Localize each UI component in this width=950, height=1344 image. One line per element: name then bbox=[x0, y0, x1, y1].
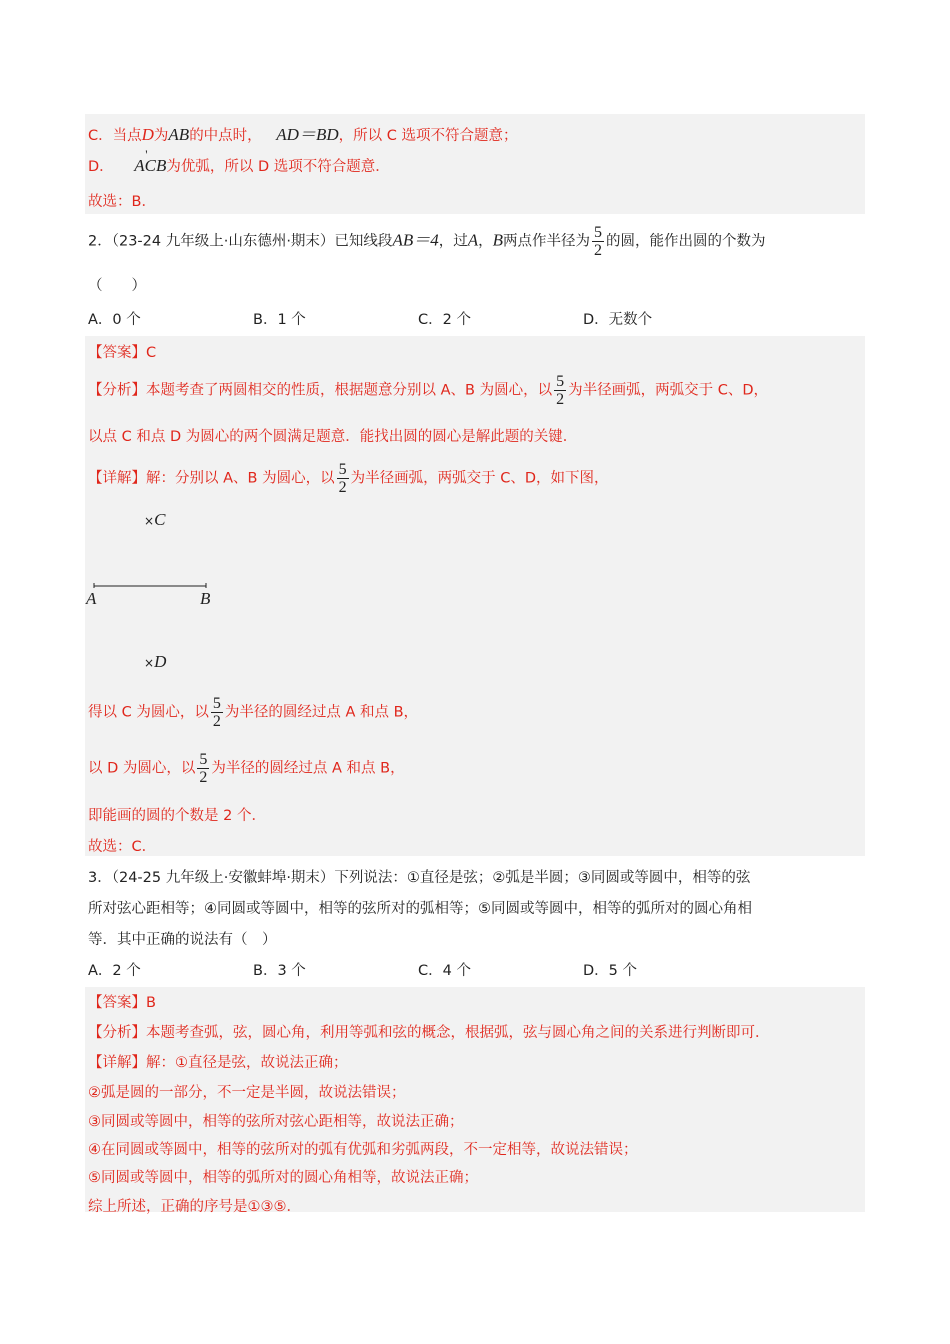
q3-detail-4: ④在同圆或等圆中，相等的弦所对的弧有优弧和劣弧两段，不一定相等，故说法错误； bbox=[88, 1142, 638, 1158]
arc-acb: ' ACB bbox=[134, 156, 166, 176]
prev-choice: 故选：B． bbox=[88, 194, 156, 210]
q2-circle-c-line: 得以 C 为圆心，以 $\frac{5}{2}$ 为半径的圆经过点 A 和点 B， bbox=[88, 695, 419, 730]
q2-option-d: D．无数个 bbox=[583, 312, 653, 328]
q2-answer: 【答案】C bbox=[88, 345, 157, 361]
q3-option-a: A．2 个 bbox=[88, 963, 141, 979]
q3-detail-3: ③同圆或等圆中，相等的弦所对弦心距相等，故说法正确； bbox=[88, 1114, 464, 1130]
q2-circle-d-line: 以 D 为圆心，以 $\frac{5}{2}$ 为半径的圆经过点 A 和点 B， bbox=[88, 751, 405, 786]
q2-choice: 故选：C． bbox=[88, 839, 157, 855]
q3-option-b: B．3 个 bbox=[253, 963, 306, 979]
q3-summary: 综上所述，正确的序号是①③⑤． bbox=[88, 1199, 301, 1215]
figure-point-c: ×C bbox=[144, 510, 166, 529]
figure-point-b: B bbox=[200, 589, 211, 608]
q3-detail-5: ⑤同圆或等圆中，相等的弧所对的圆心角相等，故说法正确； bbox=[88, 1170, 478, 1186]
figure-segment-ab bbox=[92, 582, 210, 590]
figure-point-a: A bbox=[86, 589, 97, 608]
q3-detail-2: ②弧是圆的一部分，不一定是半圆，故说法错误； bbox=[88, 1085, 406, 1101]
q3-stem-line1: 3．（24-25 九年级上·安徽蚌埠·期末）下列说法：①直径是弦；②弧是半圆；③同圆或等圆中，相等的弦 bbox=[88, 870, 751, 886]
q2-analysis-line2: 以点 C 和点 D 为圆心的两个圆满足题意．能找出圆的圆心是解此题的关键． bbox=[88, 429, 578, 445]
q2-option-a: A．0 个 bbox=[88, 312, 141, 328]
prev-option-d-line: D． ' ACB为优弧，所以 D 选项不符合题意． bbox=[88, 155, 390, 176]
q3-option-d: D．5 个 bbox=[583, 963, 637, 979]
q3-answer: 【答案】B bbox=[88, 995, 156, 1011]
q2-detail-line: 【详解】解：分别以 A、B 为圆心，以 $\frac{5}{2}$ 为半径画弧，两弧交于 C、D，如下图， bbox=[88, 461, 609, 496]
figure-point-d: ×D bbox=[144, 652, 167, 671]
q2-option-b: B．1 个 bbox=[253, 312, 306, 328]
q3-stem-line2: 所对弦心距相等；④同圆或等圆中，相等的弦所对的弧相等；⑤同圆或等圆中，相等的弧所对的圆心角相 bbox=[88, 901, 752, 917]
q2-option-c: C．2 个 bbox=[418, 312, 471, 328]
q2-stem: 2．（23-24 九年级上·山东德州·期末）已知线段AB＝4，过A，B两点作半径为 $\frac{5}{2}$ 的圆，能作出圆的个数为 bbox=[88, 224, 766, 259]
q3-detail: 【详解】解：①直径是弦，故说法正确； bbox=[88, 1055, 348, 1071]
q2-paren: （ ） bbox=[88, 278, 146, 294]
q2-analysis-line1: 【分析】本题考查了两圆相交的性质，根据题意分别以 A、B 为圆心，以 $\frac{5}{2}$ 为半径画弧，两弧交于 C、D， bbox=[88, 373, 768, 408]
q3-analysis: 【分析】本题考查弧，弦，圆心角，利用等弧和弦的概念，根据弧，弦与圆心角之间的关系进行判断即可． bbox=[88, 1025, 770, 1041]
q3-option-c: C．4 个 bbox=[418, 963, 471, 979]
prev-option-c-line: C．当点D为AB的中点时， AD＝BD，所以 C 选项不符合题意； bbox=[88, 125, 518, 144]
q2-fraction: $\frac{5}{2}$ bbox=[594, 224, 602, 259]
q3-stem-line3: 等．其中正确的说法有（ ） bbox=[88, 932, 277, 948]
q2-count-line: 即能画的圆的个数是 2 个． bbox=[88, 808, 266, 824]
